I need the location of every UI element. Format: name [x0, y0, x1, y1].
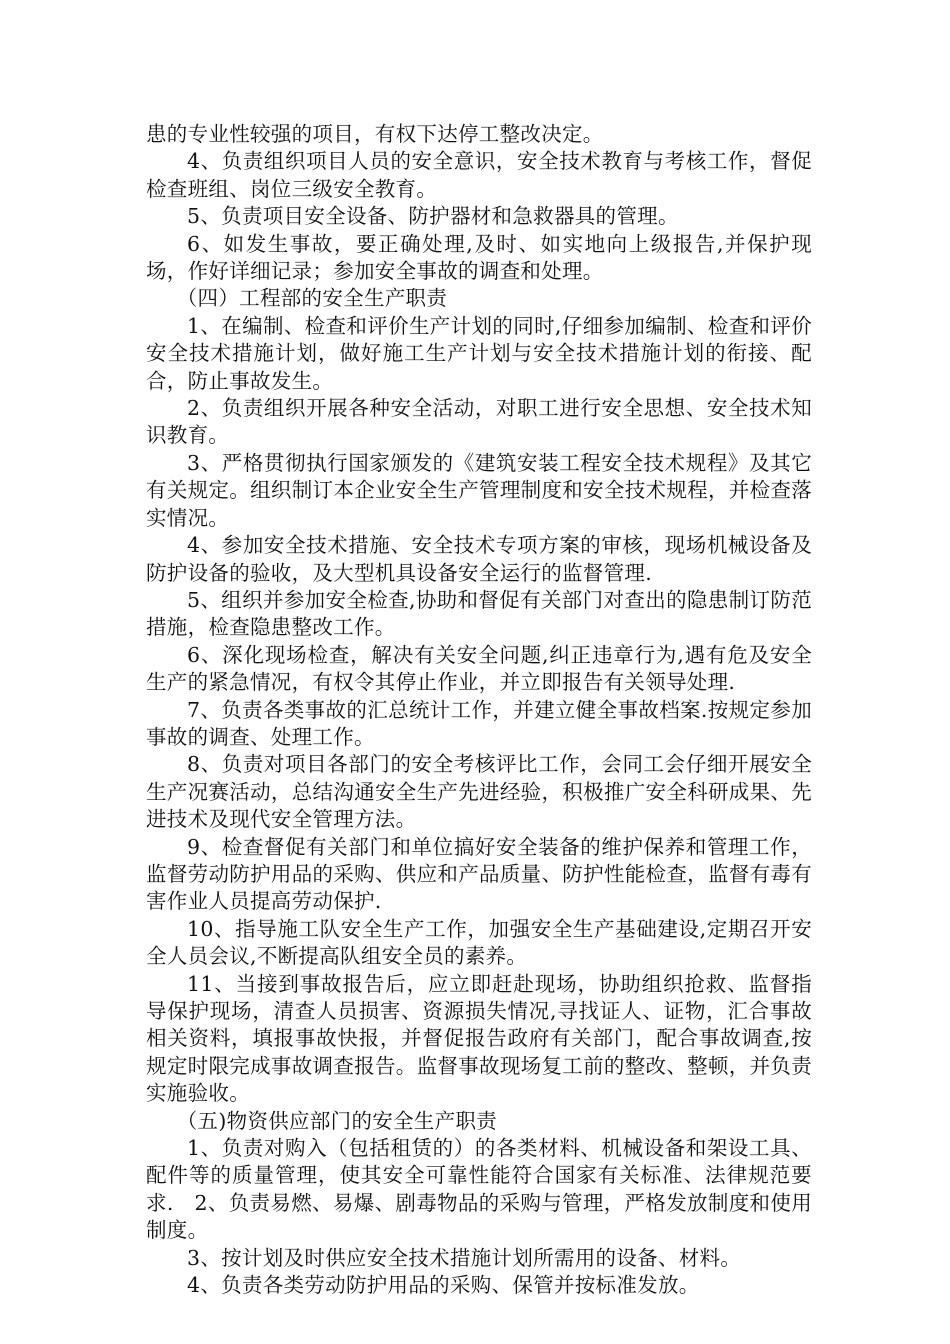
section-heading: （四）工程部的安全生产职责 — [176, 286, 448, 311]
paragraph: 3、按计划及时供应安全技术措施计划所需用的设备、材料。 — [187, 1245, 742, 1270]
document-body — [146, 121, 812, 1299]
paragraph: 4、负责组织项目人员的安全意识，安全技术教育与考核工作，督促检查班组、岗位三级安全教育。 — [146, 149, 812, 201]
paragraph: 7、负责各类事故的汇总统计工作，并建立健全事故档案.按规定参加事故的调查、处理工作。 — [146, 697, 812, 749]
paragraph: 10、指导施工队安全生产工作，加强安全生产基础建设,定期召开安全人员会议,不断提高队组安全员的素养。 — [146, 916, 812, 969]
paragraph: 2、负责组织开展各种安全活动，对职工进行安全思想、安全技术知识教育。 — [146, 396, 812, 448]
paragraph: 6、如发生事故，要正确处理,及时、如实地向上级报告,并保护现场，作好详细记录；参加安全事故的调查和处理。 — [146, 231, 812, 284]
paragraph: 8、负责对项目各部门的安全考核评比工作，会同工会仔细开展安全生产况赛活动，总结沟通安全生产先进经验，积极推广安全科研成果、先进技术及现代安全管理方法。 — [146, 752, 812, 832]
section-heading: （五)物资供应部门的安全生产职责 — [176, 1108, 498, 1133]
paragraph: 3、严格贯彻执行国家颁发的《建筑安装工程安全技术规程》及其它有关规定。组织制订本企业安全生产管理制度和安全技术规程，并检查落实情况。 — [146, 450, 812, 530]
paragraph: 9、检查督促有关部门和单位搞好安全装备的维护保养和管理工作，监督劳动防护用品的采购、供应和产品质量、防护性能检查，监督有毒有害作业人员提高劳动保护. — [146, 834, 812, 914]
paragraph: 5、负责项目安全设备、防护器材和急救器具的管理。 — [187, 204, 679, 229]
paragraph: 6、深化现场检查，解决有关安全问题,纠正违章行为,遇有危及安全生产的紧急情况，有权令其停止作业，并立即报告有关领导处理. — [146, 642, 812, 695]
paragraph: 4、负责各类劳动防护用品的采购、保管并按标准发放。 — [187, 1273, 700, 1298]
paragraph: 5、组织并参加安全检查,协助和督促有关部门对查出的隐患制订防范措施，检查隐患整改工作。 — [146, 587, 812, 640]
paragraph: 1、在编制、检查和评价生产计划的同时,仔细参加编制、检查和评价安全技术措施计划，做好施工生产计划与安全技术措施计划的衔接、配合，防止事故发生。 — [146, 313, 812, 393]
paragraph: 患的专业性较强的项目，有权下达停工整改决定。 — [146, 122, 604, 146]
paragraph: 4、参加安全技术措施、安全技术专项方案的审核，现场机械设备及防护设备的验收，及大型机具设备安全运行的监督管理. — [146, 533, 812, 585]
paragraph: 11、当接到事故报告后，应立即赶赴现场，协助组织抢救、监督指导保护现场，清查人员损害、资源损失情况,寻找证人、证物，汇合事故相关资料，填报事故快报，并督促报告政府有关部门，配合事故调查,按规定时限完成事故调查报告。监督事故现场复工前的整改、整顿，并负责实施验收。 — [146, 971, 812, 1106]
paragraph: 1、负责对购入（包括租赁的）的各类材料、机械设备和架设工具、配件等的质量管理，使其安全可靠性能符合国家有关标准、法律规范要求. 2、负责易燃、易爆、剧毒物品的采购与管理，严格发放制度和使用制度。 — [146, 1136, 812, 1243]
